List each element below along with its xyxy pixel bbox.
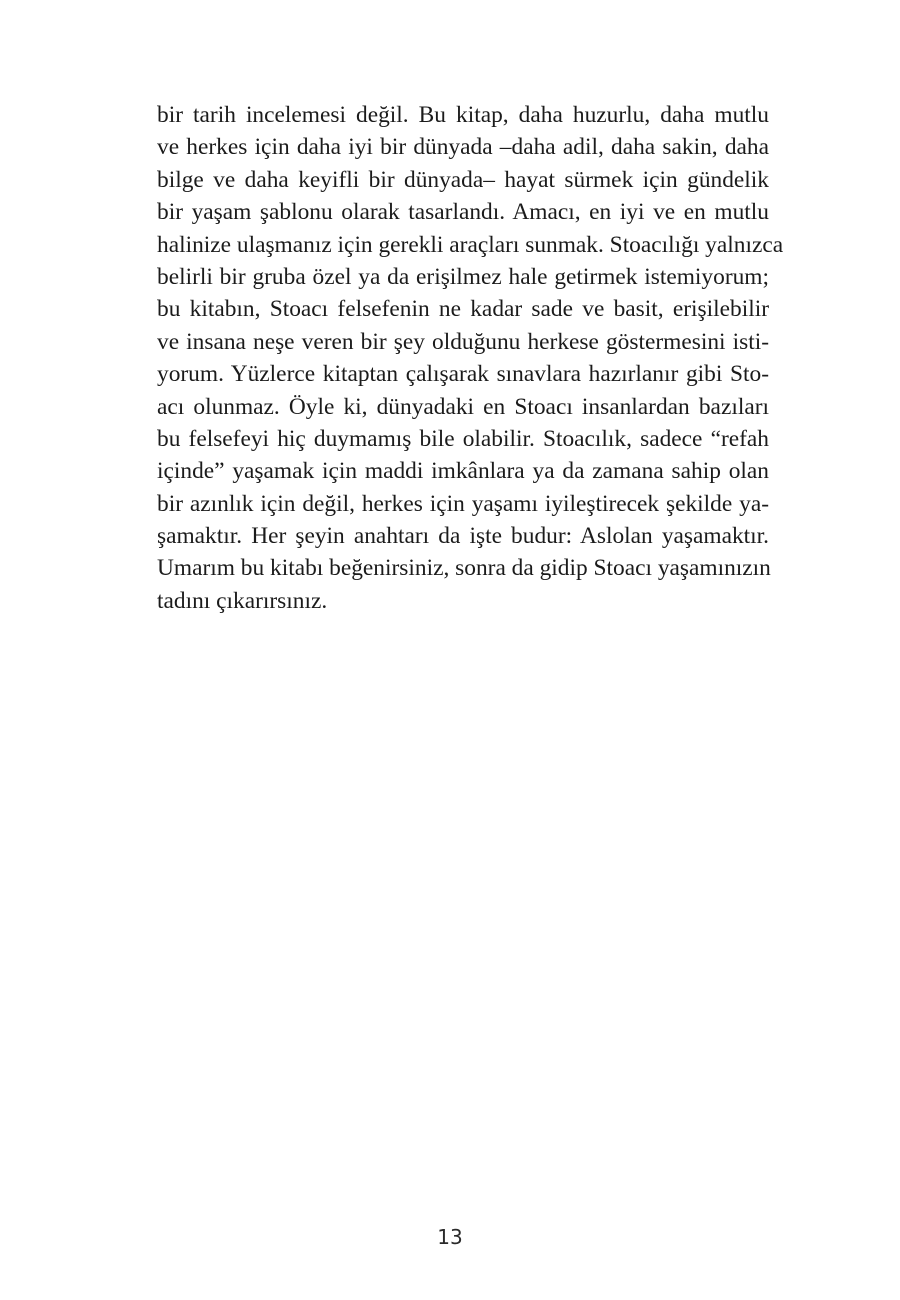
page-number: 13: [437, 1225, 463, 1249]
text-line: bir yaşam şablonu olarak tasarlandı. Amacı, en iyi ve en mutlu: [157, 199, 769, 226]
text-line-last: tadını çıkarırsınız.: [157, 587, 328, 614]
text-line: içinde” yaşamak için maddi imkânlara ya da zamana sahip olan: [157, 458, 769, 485]
text-line: bu felsefeyi hiç duymamış bile olabilir. Stoacılık, sadece “refah: [157, 425, 769, 452]
text-line: ve herkes için daha iyi bir dünyada –daha adil, daha sakin, daha: [157, 134, 769, 161]
text-line: Umarım bu kitabı beğenirsiniz, sonra da gidip Stoacı yaşamınızın: [157, 555, 771, 582]
text-line: bu kitabın, Stoacı felsefenin ne kadar sade ve basit, erişilebilir: [157, 296, 769, 323]
text-line: ve insana neşe veren bir şey olduğunu herkese göstermesini isti-: [157, 328, 769, 355]
text-line: belirli bir gruba özel ya da erişilmez hale getirmek istemiyorum;: [157, 263, 769, 290]
text-line: bir tarih incelemesi değil. Bu kitap, daha huzurlu, daha mutlu: [157, 102, 769, 128]
text-line: halinize ulaşmanız için gerekli araçları sunmak. Stoacılığı yalnızca: [157, 231, 784, 258]
text-line: bilge ve daha keyifli bir dünyada– hayat sürmek için gündelik: [157, 166, 769, 193]
text-line: bir azınlık için değil, herkes için yaşamı iyileştirecek şekilde ya-: [157, 490, 769, 517]
text-line: acı olunmaz. Öyle ki, dünyadaki en Stoacı insanlardan bazıları: [157, 393, 769, 420]
text-line: şamaktır. Her şeyin anahtarı da işte budur: Aslolan yaşamaktır.: [157, 523, 769, 550]
body-paragraph: [157, 99, 784, 617]
text-line: yorum. Yüzlerce kitaptan çalışarak sınavlara hazırlanır gibi Sto-: [157, 361, 769, 388]
